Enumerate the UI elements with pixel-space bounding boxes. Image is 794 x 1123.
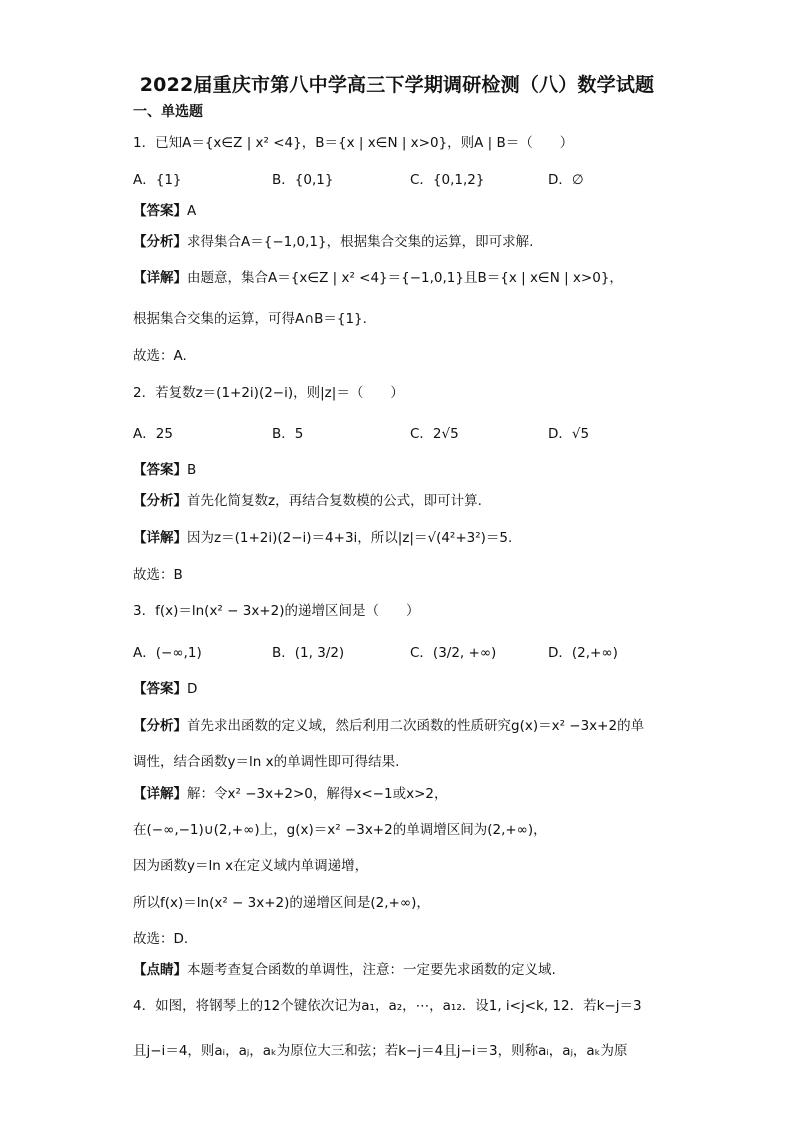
detail-tag: 【详解】 [133,530,187,546]
q1-option-a: A．{1} [133,172,182,188]
q3-detail-3: 因为函数y＝ln x在定义域内单调递增， [133,858,369,874]
q3-answer [133,679,197,699]
q4-stem: 4．如图，将钢琴上的12个键依次记为a₁，a₂，⋯，a₁₂．设1, i<j<k, 12．若k−j＝3 [133,998,642,1014]
q1-answer [133,201,196,221]
section-heading: 一、单选题 [133,104,203,120]
analysis-tag: 【分析】 [133,718,187,734]
page-title: 2022届重庆市第八中学高三下学期调研检测（八）数学试题 [139,74,655,96]
q1-option-d: D．∅ [548,172,584,188]
detail-text: 因为z＝(1+2i)(2−i)＝4+3i，所以|z|＝√(4²+3²)＝5. [187,530,513,546]
q2-answer [133,460,196,480]
q3-detail-4: 所以f(x)＝ln(x² − 3x+2)的递增区间是(2,+∞)， [133,895,430,911]
q3-option-d: D．(2,+∞) [548,645,618,661]
q3-detail [133,784,447,804]
answer-tag: 【答案】 [133,203,187,219]
detail-text: 解：令x² −3x+2>0，解得x<−1或x>2， [187,786,448,802]
analysis-tag: 【分析】 [133,493,187,509]
answer-tag: 【答案】 [133,681,187,697]
q4-stem-2: 且j−i＝4，则aᵢ，aⱼ，aₖ为原位大三和弦；若k−j＝4且j−i＝3，则称aᵢ，aⱼ，aₖ为原 [133,1043,628,1059]
q3-note [133,960,556,980]
q2-detail [133,528,512,548]
q3-stem: 3．f(x)＝ln(x² − 3x+2)的递增区间是（ ） [133,603,420,619]
q3-choose: 故选：D. [133,931,189,947]
q3-analysis [133,716,644,736]
analysis-tag: 【分析】 [133,234,187,250]
q3-analysis-2: 调性，结合函数y＝ln x的单调性即可得结果. [133,754,400,770]
q2-stem: 2．若复数z＝(1+2i)(2−i)，则|z|＝（ ） [133,385,404,401]
q1-detail [133,268,623,288]
q2-option-a: A．25 [133,426,173,442]
detail-text: 由题意，集合A＝{x∈Z | x² <4}＝{−1,0,1}且B＝{x | x∈N | x>0}， [187,270,623,286]
answer-value: B [187,462,197,478]
note-tag: 【点睛】 [133,962,187,978]
detail-tag: 【详解】 [133,270,187,286]
q3-detail-2: 在(−∞,−1)∪(2,+∞)上，g(x)＝x² −3x+2的单调增区间为(2,+∞)， [133,822,547,838]
q3-option-c: C．(3/2, +∞) [410,645,497,661]
q1-option-b: B．{0,1} [272,172,334,188]
q1-choose: 故选：A. [133,348,187,364]
q3-option-b: B．(1, 3/2) [272,645,345,661]
analysis-text: 求得集合A＝{−1,0,1}，根据集合交集的运算，即可求解. [187,234,534,250]
q1-detail-2: 根据集合交集的运算，可得A∩B＝{1}. [133,311,367,327]
q2-option-c: C．2√5 [410,426,459,442]
note-text: 本题考查复合函数的单调性，注意：一定要先求函数的定义域. [187,962,556,978]
answer-tag: 【答案】 [133,462,187,478]
q1-stem: 1．已知A＝{x∈Z | x² <4}，B＝{x | x∈N | x>0}，则A | B＝（ ） [133,135,574,151]
analysis-text: 首先求出函数的定义域，然后利用二次函数的性质研究g(x)＝x² −3x+2的单 [187,718,645,734]
q2-choose: 故选：B [133,567,183,583]
detail-tag: 【详解】 [133,786,187,802]
q1-option-c: C．{0,1,2} [410,172,485,188]
q2-option-b: B．5 [272,426,304,442]
answer-value: A [187,203,197,219]
q3-option-a: A．(−∞,1) [133,645,202,661]
answer-value: D [187,681,198,697]
q2-option-d: D．√5 [548,426,590,442]
analysis-text: 首先化简复数z，再结合复数模的公式，即可计算. [187,493,482,509]
q2-analysis [133,491,482,511]
q1-analysis [133,232,533,252]
